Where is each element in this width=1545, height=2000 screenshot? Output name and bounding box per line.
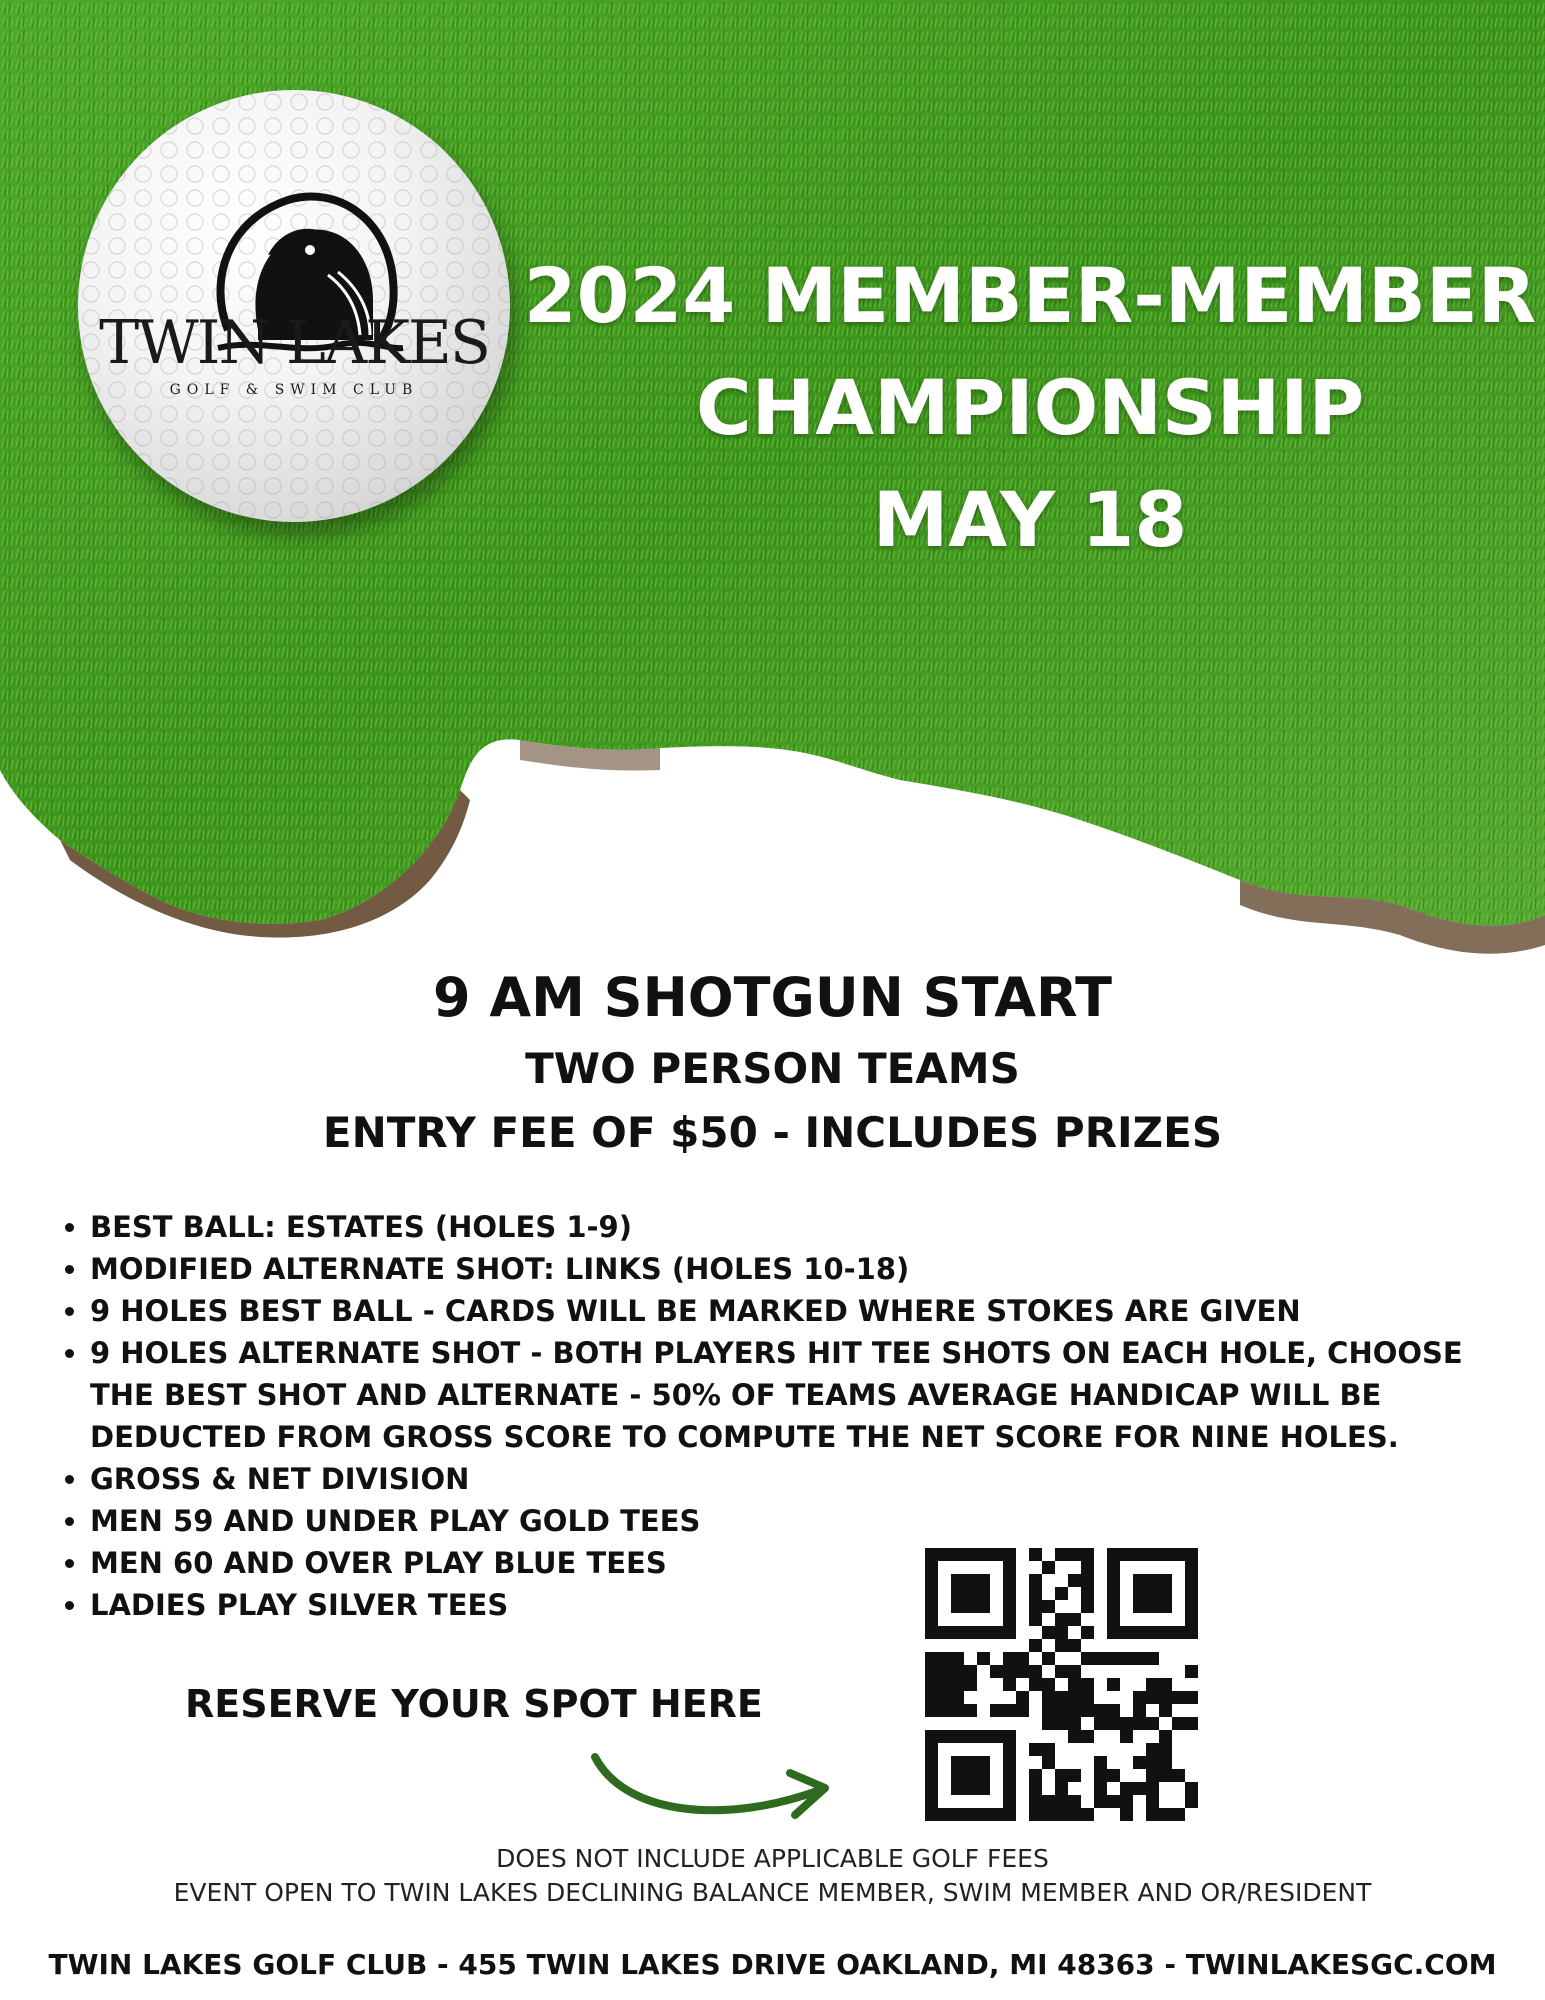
- qr-module: [1185, 1691, 1198, 1704]
- qr-module: [964, 1704, 977, 1717]
- qr-module: [1029, 1574, 1042, 1587]
- event-title: [520, 240, 1540, 576]
- qr-module: [1120, 1808, 1133, 1821]
- qr-module: [1159, 1743, 1172, 1756]
- qr-module: [1159, 1704, 1172, 1717]
- qr-module: [1107, 1769, 1120, 1782]
- qr-module: [1029, 1743, 1042, 1756]
- qr-finder-top-right: [1107, 1548, 1198, 1639]
- qr-module: [925, 1652, 938, 1665]
- qr-module: [1042, 1743, 1055, 1756]
- qr-module: [1042, 1626, 1055, 1639]
- qr-module: [1016, 1691, 1029, 1704]
- qr-module: [1146, 1743, 1159, 1756]
- qr-module: [964, 1665, 977, 1678]
- qr-module: [1120, 1795, 1133, 1808]
- qr-module: [1003, 1704, 1016, 1717]
- qr-module: [1172, 1769, 1185, 1782]
- qr-module: [1055, 1691, 1068, 1704]
- qr-module: [1133, 1782, 1146, 1795]
- qr-module: [1055, 1548, 1068, 1561]
- qr-module: [1172, 1691, 1185, 1704]
- qr-module: [1042, 1717, 1055, 1730]
- qr-module: [1094, 1756, 1107, 1769]
- rule-item: • 9 HOLES BEST BALL - CARDS WILL BE MARKED WHERE STOKES ARE GIVEN: [90, 1290, 1530, 1332]
- qr-module: [1055, 1613, 1068, 1626]
- qr-module: [1159, 1756, 1172, 1769]
- qr-module: [1081, 1678, 1094, 1691]
- rule-item: • 9 HOLES ALTERNATE SHOT - BOTH PLAYERS HIT TEE SHOTS ON EACH HOLE, CHOOSE THE BEST SHOT AND ALTERNATE - 50% OF TEAMS AVERAGE HANDICAP WILL BE DEDUCTED FROM GROSS SCORE TO COMPUTE THE NET SCORE FOR NINE HOLES.: [90, 1332, 1530, 1458]
- qr-module: [1081, 1561, 1094, 1574]
- qr-module: [1094, 1769, 1107, 1782]
- rule-item: • MEN 60 AND OVER PLAY BLUE TEES: [90, 1542, 1530, 1584]
- qr-module: [1003, 1665, 1016, 1678]
- qr-module: [1029, 1639, 1042, 1652]
- qr-module: [925, 1691, 938, 1704]
- qr-module: [1120, 1717, 1133, 1730]
- qr-module: [1055, 1808, 1068, 1821]
- qr-module: [1146, 1782, 1159, 1795]
- qr-module: [1120, 1782, 1133, 1795]
- qr-module: [1055, 1782, 1068, 1795]
- qr-module: [1016, 1665, 1029, 1678]
- qr-module: [1068, 1574, 1081, 1587]
- qr-module: [1055, 1795, 1068, 1808]
- qr-finder-top-left: [925, 1548, 1016, 1639]
- qr-module: [1185, 1782, 1198, 1795]
- qr-module: [1042, 1600, 1055, 1613]
- qr-module: [1159, 1769, 1172, 1782]
- golf-ball-logo: [78, 90, 510, 522]
- qr-module: [1068, 1717, 1081, 1730]
- qr-finder-bottom-left: [925, 1730, 1016, 1821]
- qr-module: [1003, 1678, 1016, 1691]
- registration-qr-code[interactable]: [905, 1528, 1203, 1826]
- rule-item: • BEST BALL: ESTATES (HOLES 1-9): [90, 1206, 1530, 1248]
- qr-module: [1081, 1652, 1094, 1665]
- qr-module: [1146, 1795, 1159, 1808]
- logo-subtitle: GOLF & SWIM CLUB: [169, 382, 419, 398]
- reserve-label: RESERVE YOUR SPOT HERE: [185, 1682, 763, 1726]
- qr-module: [1055, 1769, 1068, 1782]
- title-line-2: CHAMPIONSHIP: [695, 363, 1365, 452]
- qr-module: [1042, 1808, 1055, 1821]
- qr-module: [1094, 1782, 1107, 1795]
- qr-module: [1081, 1548, 1094, 1561]
- qr-module: [938, 1704, 951, 1717]
- qr-module: [1146, 1769, 1159, 1782]
- qr-module: [1068, 1691, 1081, 1704]
- qr-module: [1185, 1665, 1198, 1678]
- qr-module: [1029, 1587, 1042, 1600]
- rule-item: • LADIES PLAY SILVER TEES: [90, 1584, 1530, 1626]
- qr-module: [1159, 1730, 1172, 1743]
- qr-module: [1055, 1717, 1068, 1730]
- qr-module: [951, 1652, 964, 1665]
- rule-item: • MEN 59 AND UNDER PLAY GOLD TEES: [90, 1500, 1530, 1542]
- eligibility-note: EVENT OPEN TO TWIN LAKES DECLINING BALANCE MEMBER, SWIM MEMBER AND OR/RESIDENT: [173, 1878, 1372, 1907]
- qr-module: [1055, 1704, 1068, 1717]
- qr-module: [1068, 1548, 1081, 1561]
- qr-module: [1081, 1691, 1094, 1704]
- qr-module: [1094, 1795, 1107, 1808]
- qr-module: [925, 1678, 938, 1691]
- qr-module: [1094, 1704, 1107, 1717]
- qr-module: [1068, 1704, 1081, 1717]
- qr-module: [1120, 1730, 1133, 1743]
- qr-module: [1055, 1665, 1068, 1678]
- qr-module: [1029, 1548, 1042, 1561]
- qr-module: [1068, 1613, 1081, 1626]
- logo-name: TWIN LAKES: [99, 308, 489, 378]
- qr-module: [1029, 1665, 1042, 1678]
- qr-module: [1159, 1691, 1172, 1704]
- qr-module: [1042, 1652, 1055, 1665]
- golf-fees-note: DOES NOT INCLUDE APPLICABLE GOLF FEES: [496, 1844, 1049, 1873]
- qr-module: [1029, 1782, 1042, 1795]
- qr-module: [1029, 1600, 1042, 1613]
- qr-module: [1133, 1691, 1146, 1704]
- qr-module: [925, 1665, 938, 1678]
- qr-module: [1042, 1561, 1055, 1574]
- qr-module: [938, 1665, 951, 1678]
- qr-module: [1146, 1691, 1159, 1704]
- qr-module: [1042, 1795, 1055, 1808]
- rule-item: • MODIFIED ALTERNATE SHOT: LINKS (HOLES 10-18): [90, 1248, 1530, 1290]
- rule-item: • GROSS & NET DIVISION: [90, 1458, 1530, 1500]
- qr-module: [1068, 1730, 1081, 1743]
- shotgun-start: 9 AM SHOTGUN START: [432, 966, 1112, 1029]
- qr-module: [1029, 1678, 1042, 1691]
- qr-module: [1016, 1704, 1029, 1717]
- qr-module: [951, 1704, 964, 1717]
- qr-module: [1120, 1652, 1133, 1665]
- qr-module: [938, 1691, 951, 1704]
- curved-arrow-icon: [585, 1745, 845, 1835]
- qr-module: [1172, 1808, 1185, 1821]
- qr-module: [1068, 1808, 1081, 1821]
- qr-module: [964, 1678, 977, 1691]
- title-line-1: 2024 MEMBER-MEMBER: [523, 251, 1537, 340]
- qr-module: [1146, 1808, 1159, 1821]
- qr-module: [1029, 1769, 1042, 1782]
- qr-module: [1055, 1587, 1068, 1600]
- qr-module: [1146, 1717, 1159, 1730]
- qr-module: [1185, 1795, 1198, 1808]
- qr-module: [1081, 1600, 1094, 1613]
- qr-module: [1146, 1678, 1159, 1691]
- qr-module: [1081, 1574, 1094, 1587]
- qr-module: [990, 1704, 1003, 1717]
- qr-module: [1172, 1717, 1185, 1730]
- qr-module: [1146, 1652, 1159, 1665]
- qr-module: [1055, 1626, 1068, 1639]
- qr-module: [1068, 1639, 1081, 1652]
- qr-module: [990, 1665, 1003, 1678]
- qr-module: [1016, 1652, 1029, 1665]
- qr-module: [1029, 1613, 1042, 1626]
- qr-module: [1003, 1652, 1016, 1665]
- entry-fee: ENTRY FEE OF $50 - INCLUDES PRIZES: [322, 1108, 1223, 1157]
- club-address: TWIN LAKES GOLF CLUB - 455 TWIN LAKES DRIVE OAKLAND, MI 48363 - TWINLAKESGC.COM: [48, 1948, 1497, 1981]
- team-format: TWO PERSON TEAMS: [525, 1044, 1020, 1093]
- title-line-3: MAY 18: [872, 475, 1188, 564]
- qr-module: [1107, 1795, 1120, 1808]
- qr-module: [1068, 1678, 1081, 1691]
- qr-module: [925, 1704, 938, 1717]
- qr-module: [1107, 1717, 1120, 1730]
- qr-module: [1107, 1652, 1120, 1665]
- qr-module: [1185, 1717, 1198, 1730]
- qr-module: [1146, 1756, 1159, 1769]
- qr-module: [951, 1665, 964, 1678]
- qr-module: [1042, 1756, 1055, 1769]
- qr-module: [1133, 1652, 1146, 1665]
- qr-module: [1068, 1795, 1081, 1808]
- qr-module: [1068, 1769, 1081, 1782]
- qr-modules: [925, 1548, 1205, 1828]
- qr-module: [1068, 1665, 1081, 1678]
- qr-module: [1094, 1652, 1107, 1665]
- qr-module: [938, 1678, 951, 1691]
- qr-module: [1081, 1587, 1094, 1600]
- qr-module: [1107, 1704, 1120, 1717]
- qr-module: [1133, 1756, 1146, 1769]
- qr-module: [1081, 1808, 1094, 1821]
- qr-module: [1133, 1717, 1146, 1730]
- qr-module: [1042, 1691, 1055, 1704]
- qr-module: [1055, 1639, 1068, 1652]
- qr-module: [1081, 1704, 1094, 1717]
- qr-module: [1029, 1795, 1042, 1808]
- qr-module: [951, 1691, 964, 1704]
- qr-module: [1159, 1678, 1172, 1691]
- qr-module: [1029, 1808, 1042, 1821]
- qr-module: [1133, 1704, 1146, 1717]
- qr-module: [1107, 1678, 1120, 1691]
- qr-module: [1042, 1678, 1055, 1691]
- qr-module: [938, 1652, 951, 1665]
- qr-module: [1159, 1808, 1172, 1821]
- qr-module: [1042, 1704, 1055, 1717]
- qr-module: [1094, 1717, 1107, 1730]
- rules-list: [58, 1206, 1530, 1626]
- qr-module: [951, 1678, 964, 1691]
- qr-module: [1081, 1626, 1094, 1639]
- qr-module: [977, 1652, 990, 1665]
- qr-module: [1081, 1730, 1094, 1743]
